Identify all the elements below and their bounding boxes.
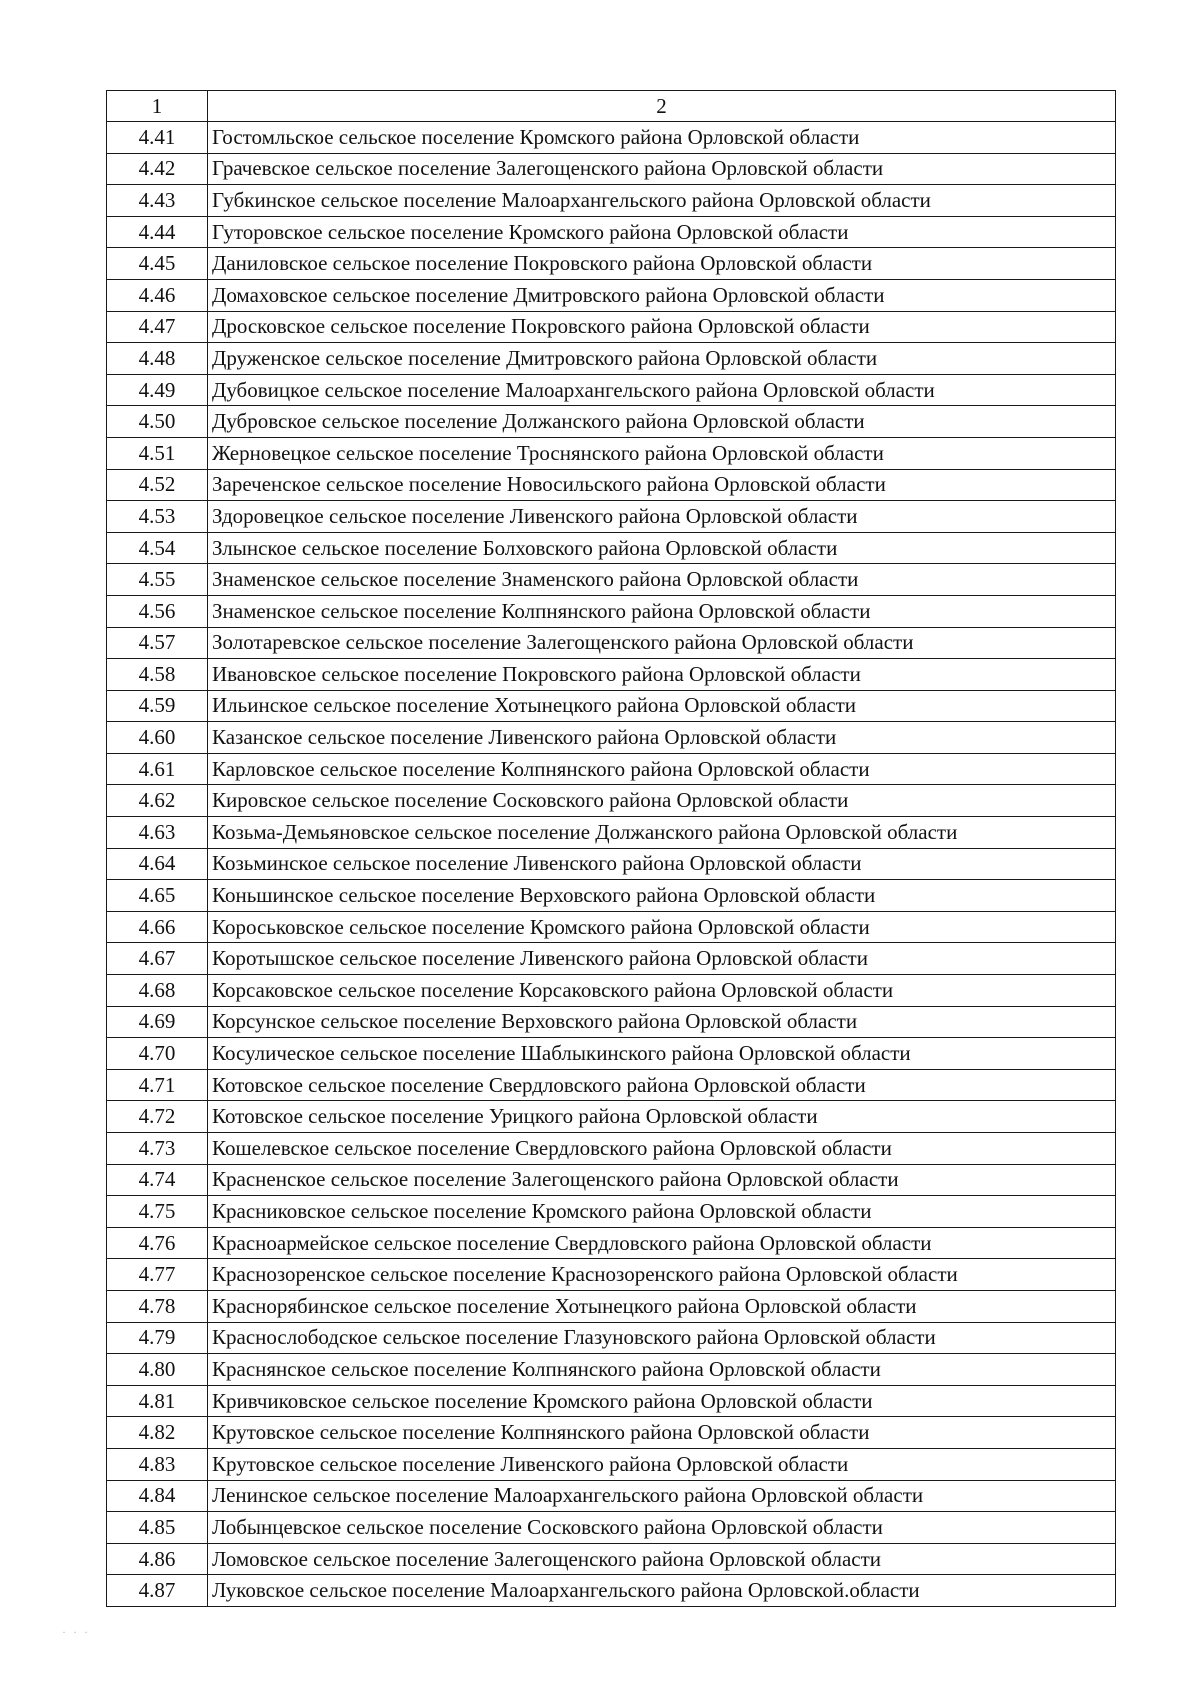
table-row bbox=[107, 1354, 1116, 1386]
settlement-name: Корсунское сельское поселение Верховского района Орловской области bbox=[208, 1006, 1116, 1038]
settlement-name: Жерновецкое сельское поселение Троснянского района Орловской области bbox=[208, 437, 1116, 469]
table-row bbox=[107, 216, 1116, 248]
settlement-name: Даниловское сельское поселение Покровского района Орловской области bbox=[208, 248, 1116, 280]
row-number: 4.53 bbox=[107, 501, 208, 533]
table-row bbox=[107, 911, 1116, 943]
table-row bbox=[107, 1101, 1116, 1133]
row-number: 4.54 bbox=[107, 532, 208, 564]
table-row bbox=[107, 1575, 1116, 1607]
table-row bbox=[107, 1385, 1116, 1417]
table-row bbox=[107, 785, 1116, 817]
row-number: 4.74 bbox=[107, 1164, 208, 1196]
table-row bbox=[107, 1543, 1116, 1575]
table-body bbox=[107, 91, 1116, 1607]
table-row bbox=[107, 532, 1116, 564]
settlement-name: Красненское сельское поселение Залегощенского района Орловской области bbox=[208, 1164, 1116, 1196]
row-number: 4.71 bbox=[107, 1069, 208, 1101]
row-number: 4.76 bbox=[107, 1227, 208, 1259]
column-number-header: 1 bbox=[107, 91, 208, 122]
table-row bbox=[107, 1196, 1116, 1228]
settlement-name: Золотаревское сельское поселение Залегощенского района Орловской области bbox=[208, 627, 1116, 659]
table-row bbox=[107, 1038, 1116, 1070]
row-number: 4.66 bbox=[107, 911, 208, 943]
row-number: 4.41 bbox=[107, 122, 208, 154]
settlement-name: Дросковское сельское поселение Покровского района Орловской области bbox=[208, 311, 1116, 343]
table-row bbox=[107, 1480, 1116, 1512]
settlement-name: Зареченское сельское поселение Новосильского района Орловской области bbox=[208, 469, 1116, 501]
table-row bbox=[107, 248, 1116, 280]
table-row bbox=[107, 279, 1116, 311]
settlements-table bbox=[106, 90, 1116, 1607]
table-row bbox=[107, 1164, 1116, 1196]
settlement-name: Лобынцевское сельское поселение Сосковского района Орловской области bbox=[208, 1512, 1116, 1544]
table-row bbox=[107, 374, 1116, 406]
settlement-name: Губкинское сельское поселение Малоархангельского района Орловской области bbox=[208, 185, 1116, 217]
row-number: 4.81 bbox=[107, 1385, 208, 1417]
settlement-name: Козьминское сельское поселение Ливенского района Орловской области bbox=[208, 848, 1116, 880]
settlement-name: Косуличеcкое сельское поселение Шаблыкинского района Орловской области bbox=[208, 1038, 1116, 1070]
settlement-name: Кошелевское сельское поселение Свердловского района Орловской области bbox=[208, 1133, 1116, 1165]
table-row bbox=[107, 406, 1116, 438]
table-row bbox=[107, 564, 1116, 596]
row-number: 4.60 bbox=[107, 722, 208, 754]
settlement-name: Гостомльское сельское поселение Кромского района Орловской области bbox=[208, 122, 1116, 154]
table-row bbox=[107, 753, 1116, 785]
table-row bbox=[107, 1448, 1116, 1480]
settlement-name: Коротышское сельское поселение Ливенского района Орловской области bbox=[208, 943, 1116, 975]
row-number: 4.63 bbox=[107, 817, 208, 849]
settlement-name: Ивановское сельское поселение Покровского района Орловской области bbox=[208, 659, 1116, 691]
table-row bbox=[107, 722, 1116, 754]
settlement-name: Козьма-Демьяновское сельское поселение Должанского района Орловской области bbox=[208, 817, 1116, 849]
row-number: 4.44 bbox=[107, 216, 208, 248]
row-number: 4.48 bbox=[107, 343, 208, 375]
row-number: 4.72 bbox=[107, 1101, 208, 1133]
settlement-name: Крутовское сельское поселение Ливенского района Орловской области bbox=[208, 1448, 1116, 1480]
settlement-name: Казанское сельское поселение Ливенского района Орловской области bbox=[208, 722, 1116, 754]
settlement-name: Кировское сельское поселение Сосковского района Орловской области bbox=[208, 785, 1116, 817]
table-row bbox=[107, 595, 1116, 627]
row-number: 4.51 bbox=[107, 437, 208, 469]
settlement-name: Крутовское сельское поселение Колпнянского района Орловской области bbox=[208, 1417, 1116, 1449]
settlement-name: Дубровское сельское поселение Должанского района Орловской области bbox=[208, 406, 1116, 438]
column-name-header: 2 bbox=[208, 91, 1116, 122]
settlement-name: Карловское сельское поселение Колпнянского района Орловской области bbox=[208, 753, 1116, 785]
table-row bbox=[107, 975, 1116, 1007]
table-row bbox=[107, 1133, 1116, 1165]
settlement-name: Котовское сельское поселение Свердловского района Орловской области bbox=[208, 1069, 1116, 1101]
table-row bbox=[107, 659, 1116, 691]
row-number: 4.62 bbox=[107, 785, 208, 817]
table-row bbox=[107, 880, 1116, 912]
settlement-name: Дубовицкое сельское поселение Малоархангельского района Орловской области bbox=[208, 374, 1116, 406]
settlement-name: Ленинское сельское поселение Малоархангельского района Орловской области bbox=[208, 1480, 1116, 1512]
settlement-name: Знаменское сельское поселение Знаменского района Орловской области bbox=[208, 564, 1116, 596]
table-row bbox=[107, 1069, 1116, 1101]
row-number: 4.42 bbox=[107, 153, 208, 185]
row-number: 4.45 bbox=[107, 248, 208, 280]
settlement-name: Коньшинское сельское поселение Верховского района Орловской области bbox=[208, 880, 1116, 912]
table-row bbox=[107, 437, 1116, 469]
table-row bbox=[107, 1006, 1116, 1038]
settlement-name: Короськовское сельское поселение Кромского района Орловской области bbox=[208, 911, 1116, 943]
settlement-name: Знаменское сельское поселение Колпнянского района Орловской области bbox=[208, 595, 1116, 627]
table-row bbox=[107, 469, 1116, 501]
settlement-name: Здоровецкое сельское поселение Ливенского района Орловской области bbox=[208, 501, 1116, 533]
table-row bbox=[107, 311, 1116, 343]
table-row bbox=[107, 817, 1116, 849]
settlement-name: Грачевское сельское поселение Залегощенского района Орловской области bbox=[208, 153, 1116, 185]
table-row bbox=[107, 122, 1116, 154]
table-row bbox=[107, 153, 1116, 185]
table-row bbox=[107, 1290, 1116, 1322]
table-row bbox=[107, 690, 1116, 722]
row-number: 4.49 bbox=[107, 374, 208, 406]
settlement-name: Злынское сельское поселение Болховского района Орловской области bbox=[208, 532, 1116, 564]
table-header-row bbox=[107, 91, 1116, 122]
table-row bbox=[107, 1512, 1116, 1544]
row-number: 4.75 bbox=[107, 1196, 208, 1228]
row-number: 4.43 bbox=[107, 185, 208, 217]
row-number: 4.68 bbox=[107, 975, 208, 1007]
settlement-name: Краснорябинское сельское поселение Хотынецкого района Орловской области bbox=[208, 1290, 1116, 1322]
settlement-name: Краснозоренское сельское поселение Краснозоренского района Орловской области bbox=[208, 1259, 1116, 1291]
row-number: 4.69 bbox=[107, 1006, 208, 1038]
row-number: 4.52 bbox=[107, 469, 208, 501]
row-number: 4.87 bbox=[107, 1575, 208, 1607]
table-row bbox=[107, 185, 1116, 217]
row-number: 4.50 bbox=[107, 406, 208, 438]
table-row bbox=[107, 1227, 1116, 1259]
table-row bbox=[107, 343, 1116, 375]
row-number: 4.82 bbox=[107, 1417, 208, 1449]
settlement-name: Ильинское сельское поселение Хотынецкого района Орловской области bbox=[208, 690, 1116, 722]
row-number: 4.47 bbox=[107, 311, 208, 343]
row-number: 4.77 bbox=[107, 1259, 208, 1291]
row-number: 4.56 bbox=[107, 595, 208, 627]
settlement-name: Корсаковское сельское поселение Корсаковского района Орловской области bbox=[208, 975, 1116, 1007]
row-number: 4.59 bbox=[107, 690, 208, 722]
settlement-name: Красноармейское сельское поселение Свердловского района Орловской области bbox=[208, 1227, 1116, 1259]
settlement-name: Краснослободское сельское поселение Глазуновского района Орловской области bbox=[208, 1322, 1116, 1354]
table-row bbox=[107, 1322, 1116, 1354]
table-row bbox=[107, 627, 1116, 659]
row-number: 4.67 bbox=[107, 943, 208, 975]
row-number: 4.79 bbox=[107, 1322, 208, 1354]
row-number: 4.64 bbox=[107, 848, 208, 880]
row-number: 4.80 bbox=[107, 1354, 208, 1386]
row-number: 4.58 bbox=[107, 659, 208, 691]
row-number: 4.84 bbox=[107, 1480, 208, 1512]
margin-marks: · · · bbox=[62, 1625, 90, 1639]
row-number: 4.57 bbox=[107, 627, 208, 659]
table-row bbox=[107, 1259, 1116, 1291]
row-number: 4.78 bbox=[107, 1290, 208, 1322]
settlement-name: Ломовское сельское поселение Залегощенского района Орловской области bbox=[208, 1543, 1116, 1575]
settlement-name: Кривчиковское сельское поселение Кромского района Орловской области bbox=[208, 1385, 1116, 1417]
settlement-name: Красниковское сельское поселение Кромского района Орловской области bbox=[208, 1196, 1116, 1228]
table-row bbox=[107, 848, 1116, 880]
row-number: 4.85 bbox=[107, 1512, 208, 1544]
row-number: 4.55 bbox=[107, 564, 208, 596]
settlement-name: Краснянское сельское поселение Колпнянского района Орловской области bbox=[208, 1354, 1116, 1386]
row-number: 4.83 bbox=[107, 1448, 208, 1480]
row-number: 4.65 bbox=[107, 880, 208, 912]
settlement-name: Гуторовское сельское поселение Кромского района Орловской области bbox=[208, 216, 1116, 248]
table-row bbox=[107, 943, 1116, 975]
row-number: 4.86 bbox=[107, 1543, 208, 1575]
row-number: 4.73 bbox=[107, 1133, 208, 1165]
settlement-name: Котовское сельское поселение Урицкого района Орловской области bbox=[208, 1101, 1116, 1133]
settlement-name: Друженское сельское поселение Дмитровского района Орловской области bbox=[208, 343, 1116, 375]
table-row bbox=[107, 1417, 1116, 1449]
row-number: 4.61 bbox=[107, 753, 208, 785]
table-row bbox=[107, 501, 1116, 533]
row-number: 4.70 bbox=[107, 1038, 208, 1070]
row-number: 4.46 bbox=[107, 279, 208, 311]
settlement-name: Домаховское сельское поселение Дмитровского района Орловской области bbox=[208, 279, 1116, 311]
settlement-name: Луковское сельское поселение Малоархангельского района Орловской.области bbox=[208, 1575, 1116, 1607]
